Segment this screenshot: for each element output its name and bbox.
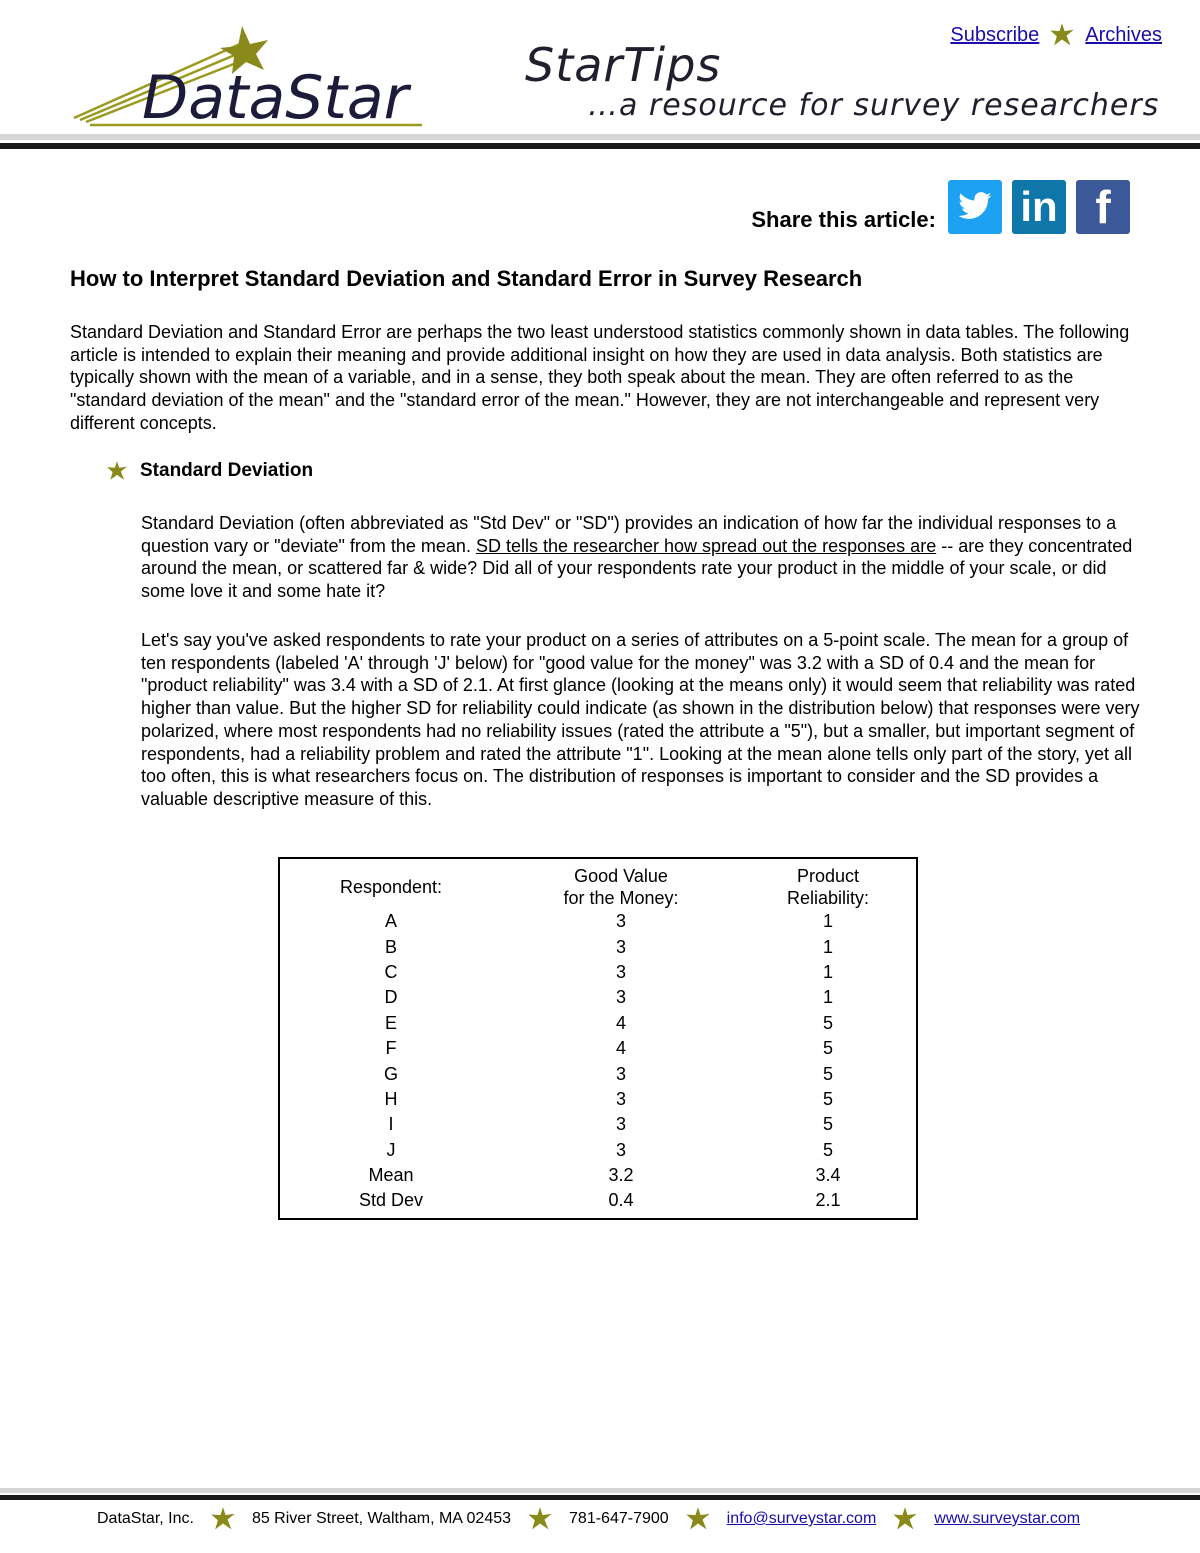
respondent-cell: H [384, 1088, 398, 1109]
value-cell: 3 [615, 987, 626, 1008]
sd-p1-part-b: -- are they concentrated around the mean, or scattered far & wide? Did all of your respondents rate your product in the middle of your scale, or did some love it and some hate it? [141, 535, 1133, 602]
header-good-value-line2: for the Money: [563, 888, 679, 908]
reliability-cell: 1 [822, 911, 833, 932]
table-row [280, 1011, 916, 1036]
std-dev-reliability-cell: 2.1 [815, 1190, 841, 1211]
std-dev-label-cell: Std Dev [358, 1190, 424, 1211]
reliability-cell: 5 [822, 1063, 833, 1084]
header-reliability [740, 865, 916, 909]
header-reliability-line2: Reliability: [786, 888, 870, 908]
value-cell: 3 [615, 1063, 626, 1084]
footer-email-link[interactable]: info@surveystar.com [726, 1510, 877, 1527]
table-row [280, 985, 916, 1010]
respondent-cell: I [388, 1114, 394, 1135]
linkedin-icon: in [1020, 183, 1058, 230]
table-row [280, 934, 916, 959]
footer-company: DataStar, Inc. [97, 1510, 194, 1527]
value-cell: 3 [615, 911, 626, 932]
twitter-icon [957, 192, 993, 222]
reliability-cell: 1 [822, 961, 833, 982]
table-header-row [280, 865, 916, 909]
mean-value-cell: 3.2 [608, 1165, 634, 1186]
top-links [950, 22, 1162, 48]
startips-tagline: …a resource for survey researchers [588, 88, 1160, 123]
value-cell: 3 [615, 1139, 626, 1160]
header-good-value [502, 865, 740, 909]
twitter-share-button[interactable] [948, 180, 1002, 234]
value-cell: 4 [615, 1012, 626, 1033]
table-row [280, 1138, 916, 1163]
intro-paragraph: Standard Deviation and Standard Error are perhaps the two least understood statistics commonly shown in data tables. The following article is intended to explain their meaning and provide additional insight on how they are used in data analysis. Both statistics are typically shown with the mean of a variable, and in a sense, they both speak about the mean. They are often referred to as the "standard deviation of the mean" and the "standard error of the mean." However, they are not interchangeable and represent very different concepts. [70, 322, 1130, 433]
reliability-cell: 1 [822, 936, 833, 957]
table-row [280, 909, 916, 934]
reliability-cell: 5 [822, 1088, 833, 1109]
footer-address: 85 River Street, Waltham, MA 02453 [251, 1510, 512, 1527]
reliability-cell: 5 [822, 1114, 833, 1135]
linkedin-share-button[interactable] [1012, 180, 1066, 234]
header-good-value-line1: Good Value [574, 866, 668, 886]
footer-divider-light [0, 1488, 1200, 1493]
respondent-cell: D [384, 987, 398, 1008]
respondent-cell: F [385, 1038, 397, 1059]
value-cell: 4 [615, 1038, 626, 1059]
ratings-table-grid [280, 865, 916, 1214]
header-divider-dark [0, 143, 1200, 149]
subscribe-link[interactable]: Subscribe [950, 23, 1040, 46]
reliability-cell: 5 [822, 1012, 833, 1033]
respondent-cell: C [384, 961, 398, 982]
respondent-cell: A [384, 911, 397, 932]
table-row-std-dev [280, 1188, 916, 1213]
article-title: How to Interpret Standard Deviation and Standard Error in Survey Research [70, 266, 863, 291]
star-icon [685, 1506, 711, 1532]
respondent-cell: J [386, 1139, 396, 1160]
sd-paragraph-1 [141, 512, 1141, 603]
std-dev-value-cell: 0.4 [608, 1190, 634, 1211]
sd-p1-emphasis: SD tells the researcher how spread out the responses are [475, 535, 937, 556]
mean-reliability-cell: 3.4 [815, 1165, 841, 1186]
value-cell: 3 [615, 1114, 626, 1135]
reliability-cell: 5 [822, 1139, 833, 1160]
table-row [280, 1061, 916, 1086]
sd-p1-part-a: Standard Deviation (often abbreviated as "Std Dev" or "SD") provides an indication of how far the individual responses to a question vary or "deviate" from the mean. [141, 513, 1117, 556]
table-row [280, 1036, 916, 1061]
page-header [0, 0, 1200, 150]
facebook-share-button[interactable] [1076, 180, 1130, 234]
reliability-cell: 5 [822, 1038, 833, 1059]
page-footer [97, 1506, 1080, 1532]
star-icon [527, 1506, 553, 1532]
star-icon [1049, 22, 1075, 48]
value-cell: 3 [615, 961, 626, 982]
value-cell: 3 [615, 1088, 626, 1109]
footer-divider-dark [0, 1495, 1200, 1500]
ratings-table [278, 857, 918, 1220]
header-divider-light [0, 134, 1200, 140]
startips-title: StarTips [525, 38, 722, 92]
respondent-cell: G [383, 1063, 398, 1084]
mean-label-cell: Mean [368, 1165, 414, 1186]
header-respondent: Respondent: [339, 877, 443, 897]
respondent-cell: B [384, 936, 397, 957]
reliability-cell: 1 [822, 987, 833, 1008]
logo-text: DataStar [142, 63, 409, 132]
sd-heading [106, 460, 313, 482]
share-label: Share this article: [751, 207, 936, 232]
table-row [280, 1112, 916, 1137]
table-row [280, 1087, 916, 1112]
respondent-cell: E [384, 1012, 397, 1033]
facebook-icon: f [1095, 181, 1111, 233]
value-cell: 3 [615, 936, 626, 957]
share-bar [751, 180, 1130, 234]
table-row-mean [280, 1163, 916, 1188]
sd-heading-text: Standard Deviation [140, 460, 314, 481]
footer-website-link[interactable]: www.surveystar.com [934, 1510, 1081, 1527]
header-reliability-line1: Product [796, 866, 860, 886]
footer-phone: 781-647-7900 [569, 1510, 669, 1527]
table-row [280, 960, 916, 985]
star-bullet-icon [106, 460, 128, 482]
sd-paragraph-2: Let's say you've asked respondents to rate your product on a series of attributes on a 5-point scale. The mean for a group of ten respondents (labeled 'A' through 'J' below) for "good value for the money" was 3.2 with a SD of 0.4 and the mean for "product reliability" was 3.4 with a SD of 2.1. At first glance (looking at the means only) it would seem that reliability was rated higher than value. But the higher SD for reliability could indicate (as shown in the distribution below) that responses were very polarized, where most respondents had no reliability issues (rated the attribute a "5"), but a smaller, but important segment of respondents, had a reliability problem and rated the attribute "1". Looking at the mean alone tells only part of the story, yet all too often, this is what researchers focus on. The distribution of responses is important to consider and the SD provides a valuable descriptive measure of this. [141, 630, 1140, 809]
archives-link[interactable]: Archives [1085, 23, 1162, 46]
star-icon [892, 1506, 918, 1532]
star-icon [210, 1506, 236, 1532]
datastar-logo [70, 22, 430, 132]
